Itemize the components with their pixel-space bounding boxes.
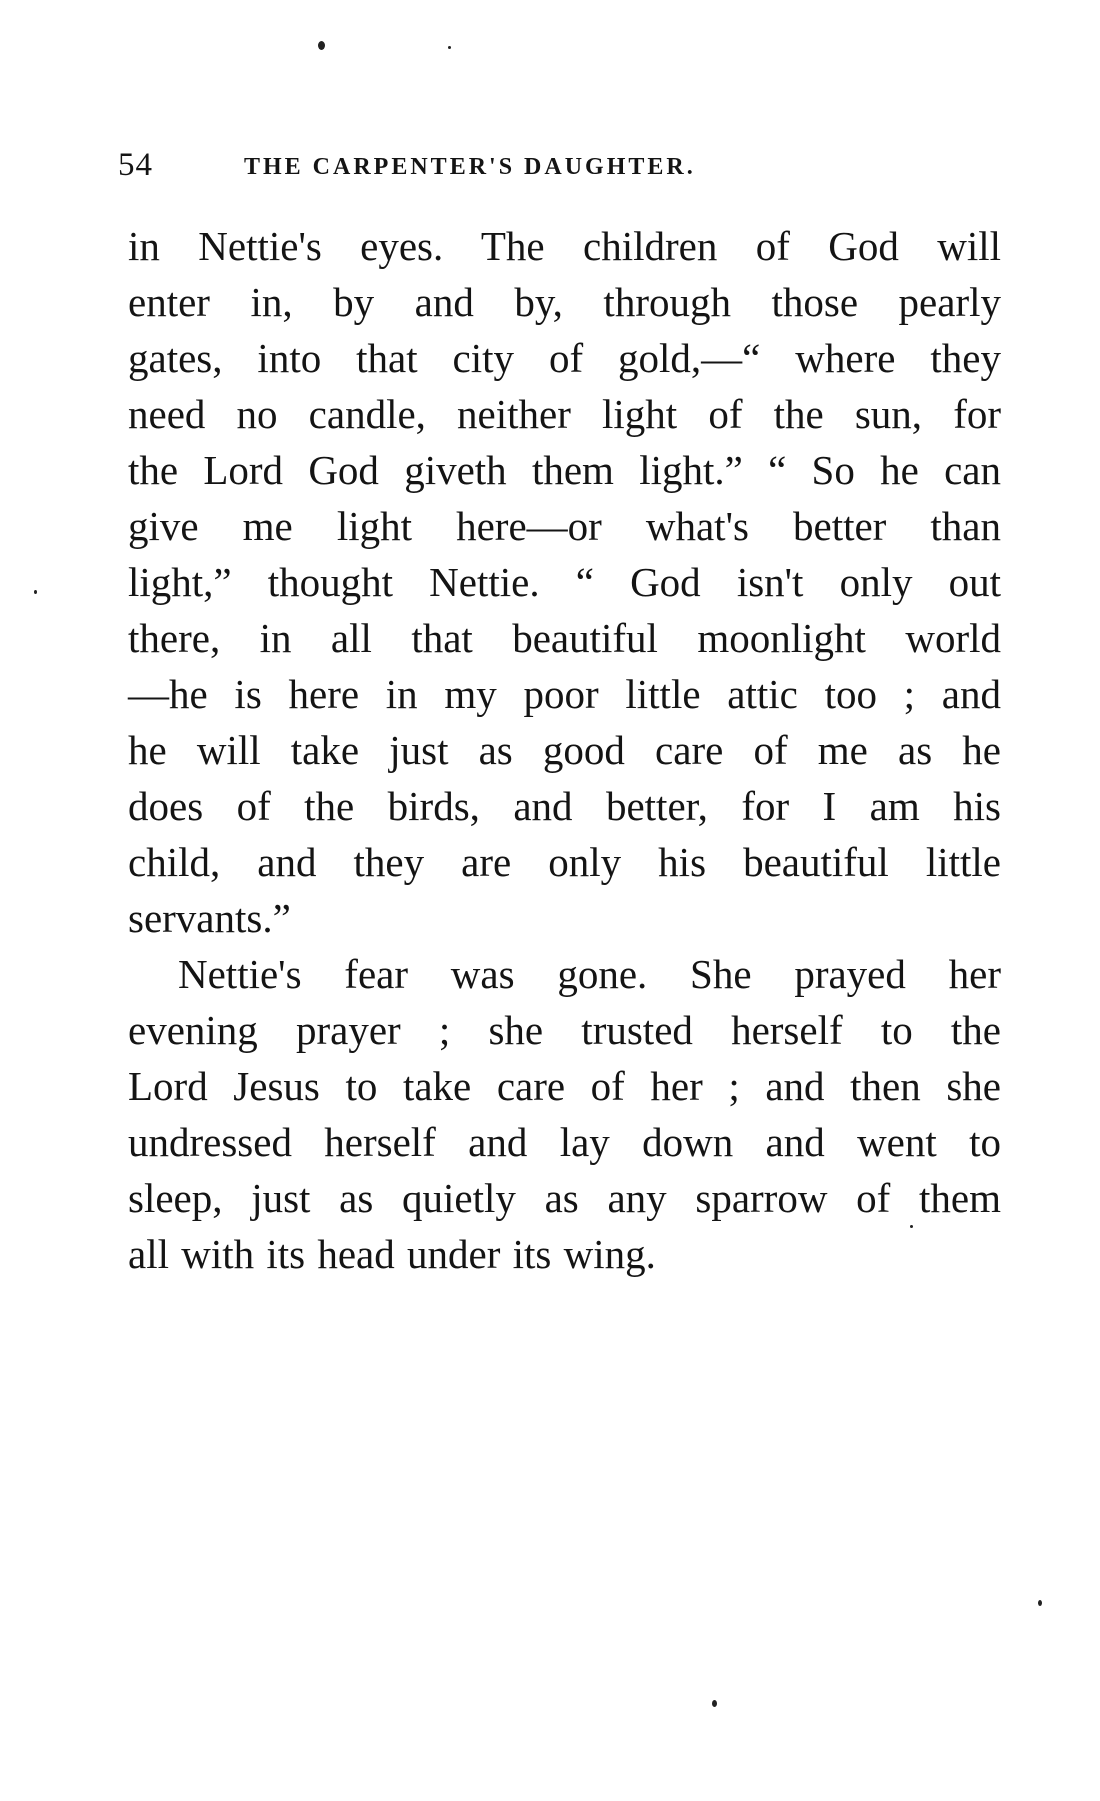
text-line: enter in, by and by, through those pearly [128, 279, 1001, 325]
text-line: light,” thought Nettie. “ God isn't only out [128, 559, 1001, 605]
text-line: give me light here—or what's better than [128, 503, 1001, 549]
page-number: 54 [118, 147, 153, 183]
text-line: child, and they are only his beautiful little [128, 839, 1001, 885]
ink-speck [318, 41, 325, 50]
text-line: undressed herself and lay down and went to [128, 1119, 1001, 1165]
text-line: evening prayer ; she trusted herself to the [128, 1007, 1001, 1053]
text-line: all with its head under its wing. [128, 1231, 656, 1277]
text-line: Lord Jesus to take care of her ; and then she [128, 1063, 1001, 1109]
ink-speck [34, 590, 37, 594]
running-title: THE CARPENTER'S DAUGHTER. [244, 154, 696, 180]
ink-speck [1038, 1600, 1042, 1606]
body-text [128, 218, 1001, 1282]
ink-speck [712, 1700, 717, 1707]
text-line: does of the birds, and better, for I am his [128, 783, 1001, 829]
text-line: gates, into that city of gold,—“ where they [128, 335, 1001, 381]
text-line: in Nettie's eyes. The children of God will [128, 223, 1001, 269]
text-line: —he is here in my poor little attic too ; and [128, 671, 1001, 717]
text-line: need no candle, neither light of the sun, for [128, 391, 1001, 437]
text-line: sleep, just as quietly as any sparrow of them [128, 1175, 1001, 1221]
running-head [118, 145, 1000, 185]
ink-speck [448, 46, 451, 49]
text-line: servants.” [128, 895, 291, 941]
text-line: there, in all that beautiful moonlight world [128, 615, 1001, 661]
text-line: Nettie's fear was gone. She prayed her [178, 951, 1001, 997]
text-line: he will take just as good care of me as he [128, 727, 1001, 773]
text-line: the Lord God giveth them light.” “ So he can [128, 447, 1001, 493]
